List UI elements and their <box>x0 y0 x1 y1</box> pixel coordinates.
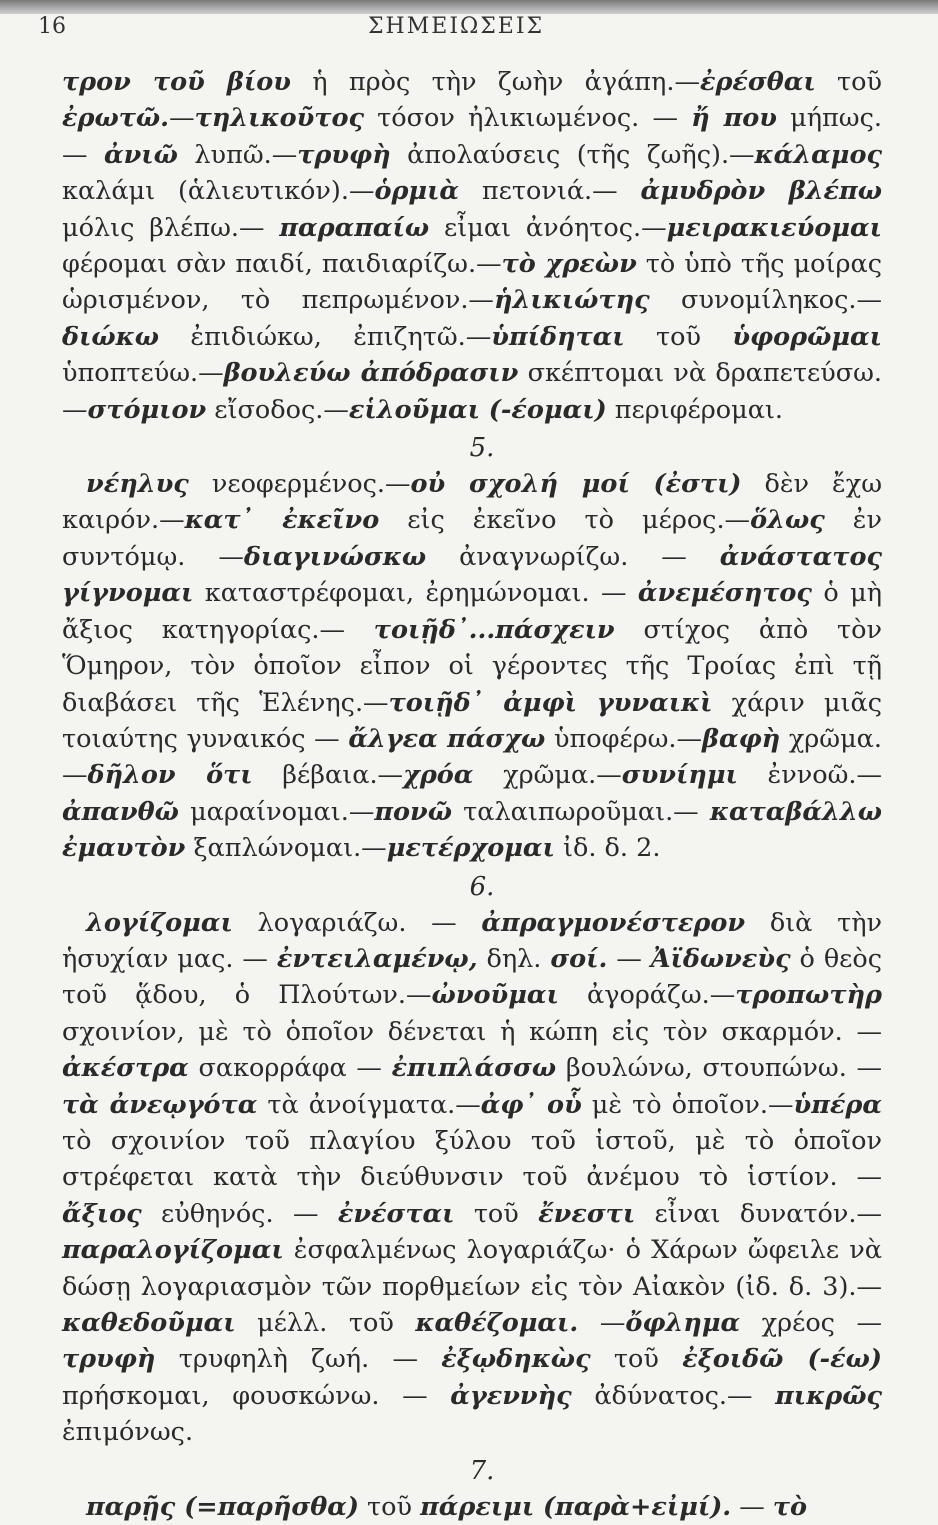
gloss-text: ἰδ. δ. 2. <box>554 833 661 864</box>
lemma-term: πικρῶς <box>775 1380 883 1411</box>
gloss-text: τοῦ <box>815 67 883 97</box>
notes-paragraph-6 <box>62 905 882 1451</box>
lemma-term: ἀμυδρὸν βλέπω <box>640 176 883 207</box>
section-number-6: 6. <box>469 871 495 902</box>
lemma-term: στόμιον <box>87 394 207 425</box>
gloss-text: ὑποπτεύω.— <box>62 358 224 389</box>
lemma-term: ἔνεστι <box>538 1198 636 1229</box>
gloss-text: πετονιά.— <box>459 176 641 207</box>
lemma-term: ὑπίδηται <box>491 321 625 352</box>
gloss-text: ἐννοῶ.— <box>737 760 882 791</box>
lemma-term: ἤ που <box>691 103 777 134</box>
lemma-term: παραπαίω <box>279 212 430 243</box>
lemma-term: πονῶ <box>374 796 452 827</box>
gloss-text: χρῶμα.— <box>62 723 882 791</box>
lemma-term: ἐνέσται <box>337 1198 455 1229</box>
lemma-term: διαγινώσκω <box>243 541 427 572</box>
gloss-text: τὸ ὑπὸ τῆς μοίρας ὡρισμένον, τὸ πεπρωμένον.— <box>62 249 883 316</box>
lemma-term: ἀφ᾽ οὗ <box>480 1089 582 1120</box>
lemma-term: βαφὴ <box>702 723 781 754</box>
gloss-text: δὲν ἔχω καιρόν.— <box>62 469 882 536</box>
gloss-text: μέλλ. τοῦ <box>235 1308 416 1338</box>
lemma-term: τοιῇδ᾽ ἀμφὶ γυναικὶ <box>388 687 713 718</box>
lemma-term: τὸ <box>772 1491 808 1522</box>
lemma-term: εἱλοῦμαι (-έομαι) <box>348 394 607 425</box>
gloss-text: λυπῶ.— <box>177 139 298 170</box>
lemma-term: τρον τοῦ βίου <box>62 67 291 97</box>
gloss-text: εὐθηνός. — <box>141 1198 338 1229</box>
lemma-term: κάλαμος <box>754 139 882 170</box>
gloss-text: δηλ. <box>477 943 551 974</box>
gloss-text: σκέπτομαι νὰ δραπετεύσω.— <box>62 358 883 425</box>
gloss-text: ἐσφαλμένως λογαριάζω· ὁ Χάρων ὤφειλε νὰ δώσῃ λογαριασμὸν τῶν πορθμείων εἰς τὸν Αἰακὸν (ἰδ. δ. 3).— <box>62 1235 882 1302</box>
lemma-term: λογίζομαι <box>86 907 233 938</box>
lemma-term: τροπωτὴρ <box>735 980 882 1011</box>
lemma-term: ὄφλημα <box>625 1308 741 1338</box>
lemma-term: ἀγεννὴς <box>450 1380 572 1411</box>
gloss-text: — <box>607 943 651 974</box>
gloss-text: τὰ ἀνοίγματα.— <box>257 1089 481 1120</box>
lemma-term: ἡλικιώτης <box>493 285 650 316</box>
section-number-5: 5. <box>469 433 495 464</box>
lemma-term: ἐπιπλάσσω <box>391 1053 557 1084</box>
lemma-term: παραλογίζομαι <box>62 1235 284 1266</box>
gloss-text: ὑποφέρω.— <box>545 723 703 754</box>
gloss-text: ξαπλώνομαι.— <box>185 833 387 864</box>
gloss-text: εἶναι δυνατόν.— <box>635 1198 882 1229</box>
lemma-term: ἀνάστατος γίγνομαι <box>62 541 882 609</box>
gloss-text: σχοινίον, μὲ τὸ ὁποῖον δένεται ἡ κώπη εἰς τὸν σκαρμόν. — <box>62 1016 882 1047</box>
lemma-term: ὁρμιὰ <box>374 176 460 207</box>
gloss-text: χρῶμα.— <box>473 760 622 791</box>
gloss-text: εἴσοδος.— <box>206 394 349 425</box>
lemma-term: τηλικοῦτος <box>194 103 364 134</box>
lemma-term: τοιῇδ᾽...πάσχειν <box>373 614 615 645</box>
gloss-text: — <box>169 103 195 134</box>
gloss-text: εἶμαι ἀνόητος.— <box>429 212 667 243</box>
lemma-term: κατ᾽ ἐκεῖνο <box>184 505 380 536</box>
gloss-text: ἀπολαύσεις (τῆς ζωῆς).— <box>390 139 755 170</box>
lemma-term: ἄξιος <box>62 1198 142 1229</box>
gloss-text: τρυφηλὴ ζωή. — <box>155 1344 442 1375</box>
gloss-text: μόλις βλέπω.— <box>62 212 280 243</box>
gloss-text: — <box>731 1491 773 1522</box>
gloss-text: ταλαιπωροῦμαι.— <box>452 796 710 827</box>
gloss-text: διὰ τὴν ἡσυχίαν μας. — <box>62 907 882 974</box>
section-number-7: 7. <box>469 1455 495 1486</box>
lemma-term: πάρειμι (παρὰ+εἰμί). <box>420 1491 732 1522</box>
lemma-term: καταβάλλω ἐμαυτὸν <box>62 796 882 864</box>
lemma-term: τρυφὴ <box>297 139 391 170</box>
lemma-term: παρῇς (=παρῆσθα) <box>86 1491 359 1522</box>
gloss-text: ἡ πρὸς τὴν ζωὴν ἀγάπη.— <box>290 67 700 97</box>
gloss-text: — <box>578 1308 626 1338</box>
gloss-text: τόσον ἠλικιωμένος. — <box>364 103 692 134</box>
lemma-term: ἀπραγμονέστερον <box>481 907 746 938</box>
notes-paragraph-5 <box>62 466 882 866</box>
lemma-term: Ἀϊδωνεὺς <box>650 943 791 974</box>
lemma-term: ὑφορῶμαι <box>732 321 882 352</box>
lemma-term: ἐρωτῶ. <box>62 103 170 134</box>
lemma-term: ἀπανθῶ <box>62 796 179 827</box>
gloss-text: συνομίληκος.— <box>649 285 882 316</box>
gloss-text: μὲ τὸ ὁποῖον.— <box>581 1089 794 1120</box>
gloss-text: χάριν μιᾶς τοιαύτης γυναικός — <box>62 687 882 754</box>
gloss-text: χρέος — <box>740 1308 882 1338</box>
gloss-text: περιφέρομαι. <box>606 394 784 425</box>
gloss-text: βουλώνω, στουπώνω. — <box>556 1053 883 1084</box>
gloss-text: τοῦ <box>624 321 733 352</box>
gloss-text: πρήσκομαι, φουσκώνω. — <box>62 1380 451 1411</box>
page-header <box>0 6 938 39</box>
gloss-text: στίχος ἀπὸ τὸν Ὅμηρον, τὸν ὁποῖον εἶπον οἱ γέροντες τῆς Τροίας ἐπὶ τῇ διαβάσει τῆς Ἑλένης.— <box>62 614 882 718</box>
lemma-term: καθέζομαι. <box>415 1308 579 1338</box>
lemma-term: ἐξοιδῶ (-έω) <box>682 1344 882 1375</box>
lemma-term: ὠνοῦμαι <box>431 980 559 1011</box>
gloss-text: βέβαια.— <box>252 760 404 791</box>
gloss-text: καλάμι (ἁλιευτικόν).— <box>62 176 375 207</box>
gloss-text: τοῦ <box>590 1344 683 1375</box>
lemma-term: τρυφὴ <box>62 1344 156 1375</box>
lemma-term: διώκω <box>62 321 160 352</box>
gloss-text: νεοφερμένος.— <box>188 469 411 500</box>
lemma-term: ἐρέσθαι <box>699 67 816 97</box>
gloss-text: ἐπιδιώκω, ἐπιζητῶ.— <box>159 321 492 352</box>
gloss-text: τὸ σχοινίον τοῦ πλαγίου ξύλου τοῦ ἱστοῦ, μὲ τὸ ὁποῖον στρέφεται κατὰ τὴν διεύθυνσιν τοῦ ἀνέμου τὸ ἱστίον. — <box>62 1125 882 1193</box>
gloss-text: ἀδύνατος.— <box>571 1380 776 1411</box>
lemma-term: νέηλυς <box>86 469 189 500</box>
lemma-term: ἐξῳδηκὼς <box>441 1344 591 1375</box>
notes-paragraph-7 <box>62 1489 882 1525</box>
lemma-term: βουλεύω ἀπόδρασιν <box>223 358 519 389</box>
gloss-text: τοῦ <box>454 1198 539 1229</box>
gloss-text: λογαριάζω. — <box>232 907 482 938</box>
lemma-term: μετέρχομαι <box>386 833 555 864</box>
lemma-term: χρόα <box>403 760 474 791</box>
gloss-text: εἰς ἐκεῖνο τὸ μέρος.— <box>379 505 751 536</box>
lemma-term: συνίημι <box>621 760 738 791</box>
gloss-text: ὁ θεὸς τοῦ ᾅδου, ὁ Πλούτων.— <box>62 943 883 1011</box>
lemma-term: τὸ χρεὼν <box>501 249 637 280</box>
running-title: ΣΗΜΕΙΩΣΕΙΣ <box>368 14 545 39</box>
gloss-text: ἐν συντόμῳ. — <box>62 505 882 572</box>
gloss-text: ἐπιμόνως. <box>62 1417 194 1448</box>
lemma-term: ἀνιῶ <box>103 139 178 170</box>
gloss-text: ὁ μὴ ἄξιος κατηγορίας.— <box>62 578 883 645</box>
lemma-term: μειρακιεύομαι <box>666 212 882 243</box>
gloss-text: ἀγοράζω.— <box>558 980 736 1011</box>
lemma-term: οὐ σχολή μοί (ἐστι) <box>410 469 742 500</box>
lemma-term: ὑπέρα <box>793 1089 882 1120</box>
lemma-term: δῆλον ὅτι <box>87 760 253 791</box>
lemma-term: σοί. <box>550 943 608 974</box>
lemma-term: ἐντειλαμένῳ, <box>276 943 478 974</box>
gloss-text: ἀναγνωρίζω. — <box>426 541 720 572</box>
notes-paragraph-4 <box>62 64 882 428</box>
lemma-term: ἀκέστρα <box>62 1053 189 1084</box>
lemma-term: καθεδοῦμαι <box>62 1308 236 1338</box>
lemma-term: ὅλως <box>750 505 825 536</box>
gloss-text: τοῦ <box>358 1491 421 1522</box>
gloss-text: μαραίνομαι.— <box>178 796 375 827</box>
lemma-term: ἄλγεα πάσχω <box>348 723 546 754</box>
lemma-term: ἀνεμέσητος <box>637 578 812 609</box>
gloss-text: φέρομαι σὰν παιδί, παιδιαρίζω.— <box>62 249 502 280</box>
page-number: 16 <box>38 14 66 39</box>
gloss-text: καταστρέφομαι, ἐρημώνομαι. — <box>193 578 638 609</box>
gloss-text: μήπως. — <box>62 103 882 170</box>
notes-body <box>62 64 882 1525</box>
lemma-term: τὰ ἀνεῳγότα <box>62 1089 258 1120</box>
gloss-text: σακορράφα — <box>188 1053 392 1084</box>
